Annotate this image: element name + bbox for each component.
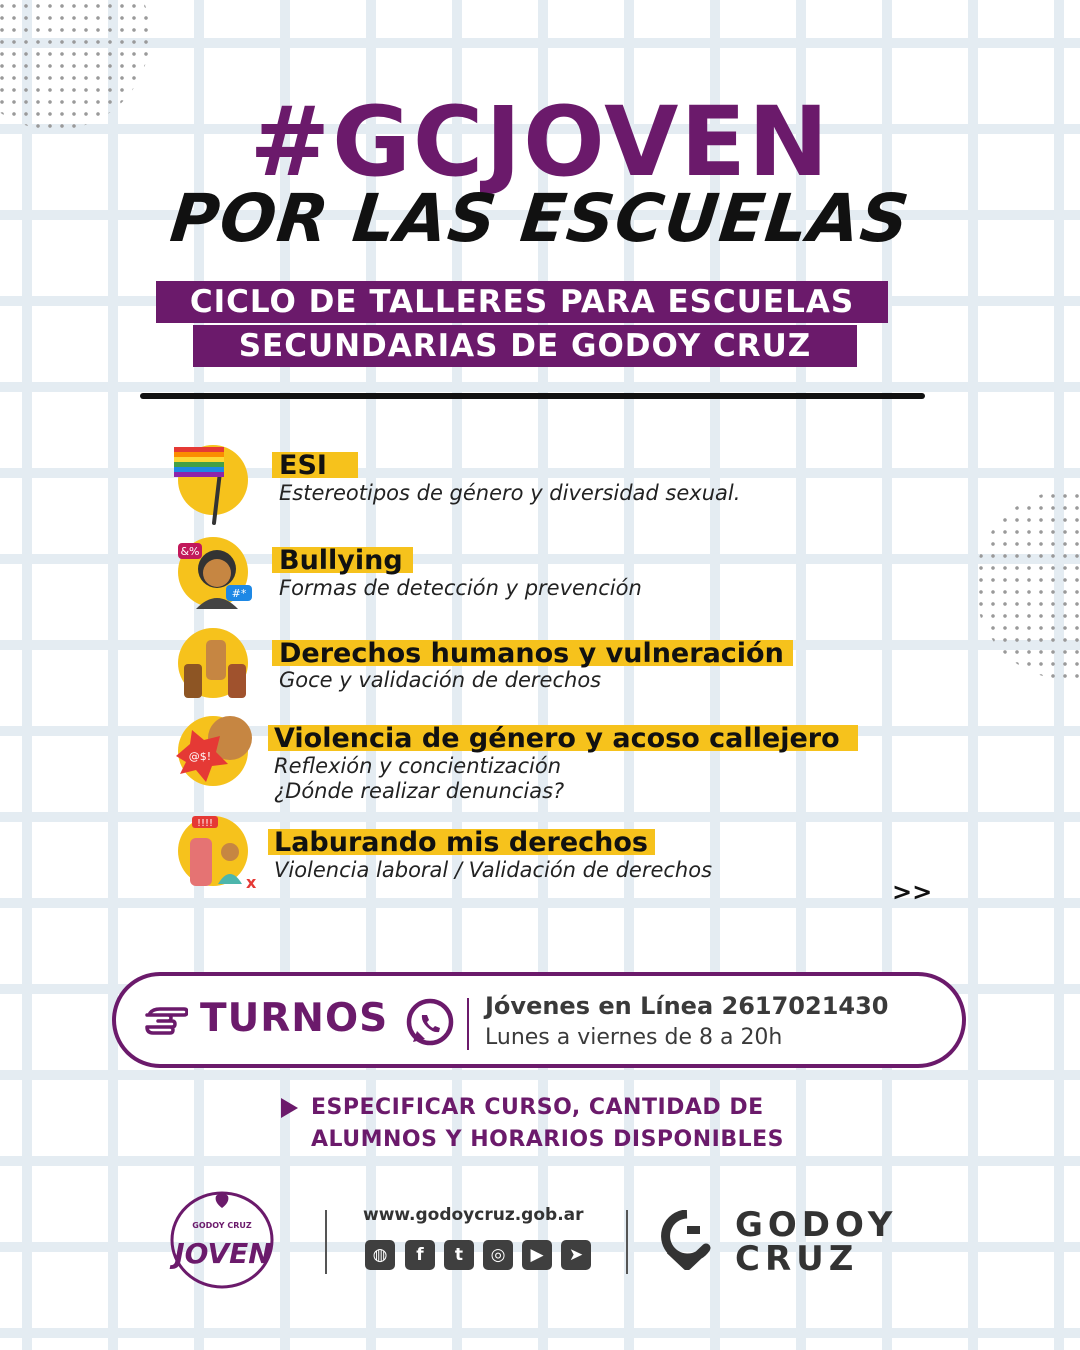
- instagram-icon[interactable]: ◎: [483, 1240, 513, 1270]
- svg-text:&%: &%: [180, 545, 200, 558]
- svg-text:x: x: [246, 873, 257, 892]
- street-harassment-icon: [178, 716, 248, 786]
- note-line1: ESPECIFICAR CURSO, CANTIDAD DE: [311, 1095, 764, 1120]
- godoy-cruz-logo-icon: [660, 1210, 714, 1270]
- svg-text:@$!: @$!: [188, 750, 212, 763]
- topic-description: Violencia laboral / Validación de derechos: [274, 858, 713, 882]
- whatsapp-icon[interactable]: [403, 997, 457, 1051]
- note-line2: ALUMNOS Y HORARIOS DISPONIBLES: [311, 1127, 785, 1152]
- turnos-label: TURNOS: [200, 996, 389, 1041]
- pointing-hand-icon: [144, 1005, 188, 1035]
- topic-bullying: [168, 537, 868, 617]
- logo-small-text: GODOY CRUZ: [192, 1221, 252, 1230]
- raised-fists-icon: [178, 628, 248, 698]
- topic-title: ESI: [279, 450, 327, 481]
- rainbow-flag-icon: [178, 445, 248, 515]
- dot-pattern-right: [975, 490, 1080, 680]
- brand-cruz: CRUZ: [735, 1239, 859, 1279]
- globe-icon[interactable]: ◍: [365, 1240, 395, 1270]
- topic-title: Derechos humanos y vulneración: [279, 638, 784, 669]
- topic-violencia-genero: [168, 716, 888, 811]
- telegram-icon[interactable]: ➤: [561, 1240, 591, 1270]
- topic-title: Bullying: [279, 545, 403, 576]
- youtube-icon[interactable]: ▶: [522, 1240, 552, 1270]
- topic-title: Laburando mis derechos: [274, 827, 648, 858]
- topic-description: Estereotipos de género y diversidad sexual.: [279, 481, 741, 505]
- topic-laburando: [168, 816, 868, 896]
- footer-separator-left: [325, 1210, 327, 1274]
- topic-description: Goce y validación de derechos: [279, 668, 602, 692]
- topic-title: Violencia de género y acoso callejero: [274, 723, 840, 754]
- worker-rights-icon: [178, 816, 257, 892]
- workshop-band-line1: CICLO DE TALLERES PARA ESCUELAS: [156, 281, 888, 323]
- topic-esi: [168, 445, 868, 525]
- topic-description: Formas de detección y prevención: [279, 576, 642, 600]
- website-link[interactable]: www.godoycruz.gob.ar: [363, 1205, 584, 1225]
- divider-rule: [140, 393, 925, 399]
- play-triangle-icon: [279, 1097, 299, 1119]
- bullied-person-icon: [178, 537, 248, 607]
- twitter-icon[interactable]: t: [444, 1240, 474, 1270]
- hashtag-title: #GCJOVEN: [249, 86, 831, 198]
- phone-line[interactable]: Jóvenes en Línea 2617021430: [485, 992, 889, 1020]
- topic-description: Reflexión y concientización: [274, 754, 562, 778]
- svg-text:#*: #*: [231, 587, 247, 600]
- topic-description-2: ¿Dónde realizar denuncias?: [274, 779, 565, 803]
- topic-derechos-humanos: [168, 628, 868, 708]
- footer-separator-right: [626, 1210, 628, 1274]
- svg-text:!!!!: !!!!: [196, 818, 214, 829]
- hours-text: Lunes a viernes de 8 a 20h: [485, 1025, 783, 1050]
- turnos-separator: [467, 998, 469, 1050]
- subtitle: POR LAS ESCUELAS: [166, 180, 914, 257]
- brand-godoy: GODOY: [735, 1205, 898, 1245]
- more-arrow: >>: [892, 878, 933, 906]
- logo-joven-word: JOVEN: [174, 1237, 272, 1270]
- workshop-band-line2: SECUNDARIAS DE GODOY CRUZ: [193, 325, 857, 367]
- facebook-icon[interactable]: f: [405, 1240, 435, 1270]
